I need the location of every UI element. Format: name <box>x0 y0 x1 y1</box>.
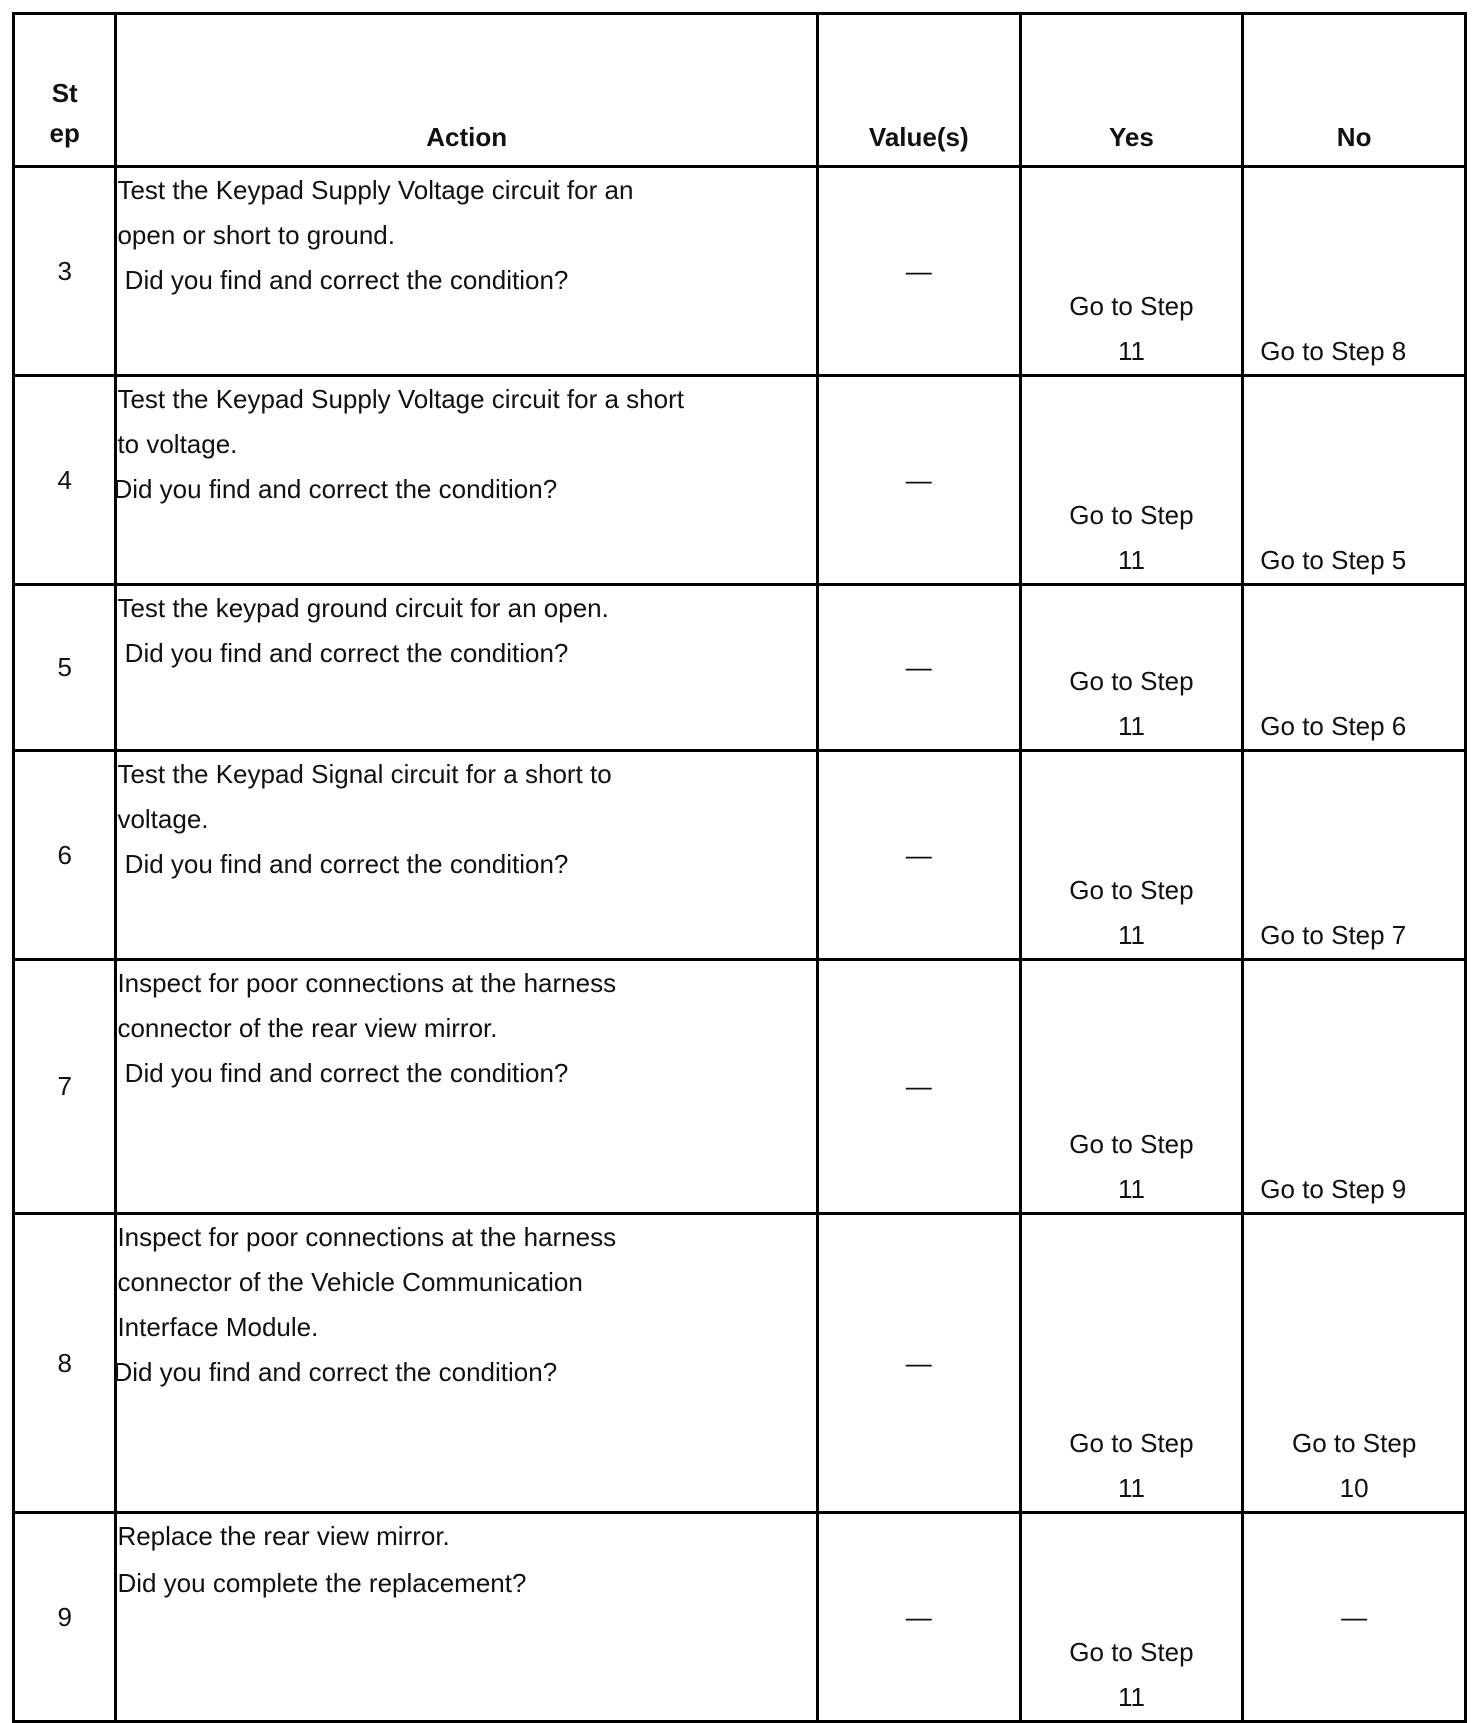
no-line: Go to Step 6 <box>1260 711 1407 741</box>
value-cell: — <box>817 751 1020 960</box>
action-line: Did you complete the replacement? <box>117 1568 527 1598</box>
action-line: connector of the rear view mirror. <box>117 1013 498 1043</box>
header-step-line1: St <box>51 78 78 108</box>
no-cell <box>1243 1214 1466 1513</box>
action-cell <box>116 751 818 960</box>
yes-line: Go to Step <box>1069 291 1194 321</box>
value-cell: — <box>817 960 1020 1214</box>
action-line: Replace the rear view mirror. <box>117 1521 450 1551</box>
action-line: Interface Module. <box>117 1312 319 1342</box>
action-line: Test the Keypad Supply Voltage circuit for an <box>117 175 634 205</box>
no-line: Go to Step 7 <box>1260 920 1407 950</box>
action-line: Did you find and correct the condition? <box>117 638 569 668</box>
header-step <box>14 14 116 167</box>
no-cell <box>1243 1513 1466 1722</box>
action-line: Test the Keypad Supply Voltage circuit for a short <box>117 384 684 414</box>
action-line: Inspect for poor connections at the harness <box>117 968 617 998</box>
yes-cell <box>1020 1513 1243 1722</box>
step-number: 7 <box>14 960 116 1214</box>
action-line: connector of the Vehicle Communication <box>117 1267 583 1297</box>
table-row <box>14 167 1466 376</box>
yes-line: Go to Step <box>1069 1637 1194 1667</box>
value-cell: — <box>817 376 1020 585</box>
header-values: Value(s) <box>817 14 1020 167</box>
action-line: Inspect for poor connections at the harness <box>117 1222 617 1252</box>
step-number: 3 <box>14 167 116 376</box>
action-line: Did you find and correct the condition? <box>117 265 569 295</box>
yes-cell <box>1020 1214 1243 1513</box>
action-line: Did you find and correct the condition? <box>113 474 558 504</box>
table-row <box>14 376 1466 585</box>
step-number: 8 <box>14 1214 116 1513</box>
table-row <box>14 751 1466 960</box>
yes-line: Go to Step <box>1069 1428 1194 1458</box>
yes-cell <box>1020 167 1243 376</box>
no-line: Go to Step 5 <box>1260 545 1407 575</box>
action-cell <box>116 167 818 376</box>
yes-line: 11 <box>1117 711 1145 741</box>
table-row <box>14 960 1466 1214</box>
yes-line: 11 <box>1117 1174 1145 1204</box>
yes-cell <box>1020 960 1243 1214</box>
yes-line: 11 <box>1117 1682 1145 1712</box>
no-cell <box>1243 585 1466 751</box>
header-no: No <box>1243 14 1466 167</box>
no-line: Go to Step 9 <box>1260 1174 1407 1204</box>
action-line: Did you find and correct the condition? <box>113 1357 558 1387</box>
header-step-line2: ep <box>49 118 80 148</box>
value-cell: — <box>817 585 1020 751</box>
no-cell <box>1243 167 1466 376</box>
value-cell: — <box>817 167 1020 376</box>
action-line: Did you find and correct the condition? <box>117 849 569 879</box>
yes-cell <box>1020 376 1243 585</box>
action-line: Test the keypad ground circuit for an open. <box>117 593 609 623</box>
value-cell: — <box>817 1214 1020 1513</box>
table-row <box>14 585 1466 751</box>
yes-cell <box>1020 585 1243 751</box>
yes-line: Go to Step <box>1069 1129 1194 1159</box>
no-line: Go to Step <box>1291 1428 1417 1458</box>
yes-line: Go to Step <box>1069 500 1194 530</box>
yes-line: 11 <box>1117 336 1145 366</box>
action-cell <box>116 585 818 751</box>
action-cell <box>116 960 818 1214</box>
action-cell <box>113 376 818 585</box>
yes-line: Go to Step <box>1069 875 1194 905</box>
diagnostic-step-table <box>12 12 1467 1723</box>
action-cell <box>113 1214 818 1513</box>
yes-cell <box>1020 751 1243 960</box>
action-cell <box>116 1513 818 1722</box>
action-line: voltage. <box>117 804 209 834</box>
table-row <box>14 1214 1466 1513</box>
header-row <box>14 14 1466 167</box>
yes-line: 11 <box>1117 1473 1145 1503</box>
action-line: open or short to ground. <box>117 220 395 250</box>
no-cell <box>1243 751 1466 960</box>
step-number: 6 <box>14 751 116 960</box>
action-line: to voltage. <box>117 429 238 459</box>
no-line: 10 <box>1339 1473 1369 1503</box>
action-line: Did you find and correct the condition? <box>117 1058 569 1088</box>
header-yes: Yes <box>1020 14 1243 167</box>
no-line: — <box>1341 1601 1368 1632</box>
yes-line: 11 <box>1117 920 1145 950</box>
no-cell <box>1243 960 1466 1214</box>
step-number: 5 <box>14 585 116 751</box>
yes-line: Go to Step <box>1069 666 1194 696</box>
value-cell: — <box>817 1513 1020 1722</box>
step-number: 9 <box>14 1513 116 1722</box>
table-row <box>14 1513 1466 1722</box>
no-line: Go to Step 8 <box>1260 336 1407 366</box>
step-number: 4 <box>14 376 116 585</box>
yes-line: 11 <box>1117 545 1145 575</box>
action-line: Test the Keypad Signal circuit for a short to <box>117 759 612 789</box>
header-action: Action <box>116 14 818 167</box>
no-cell <box>1243 376 1466 585</box>
